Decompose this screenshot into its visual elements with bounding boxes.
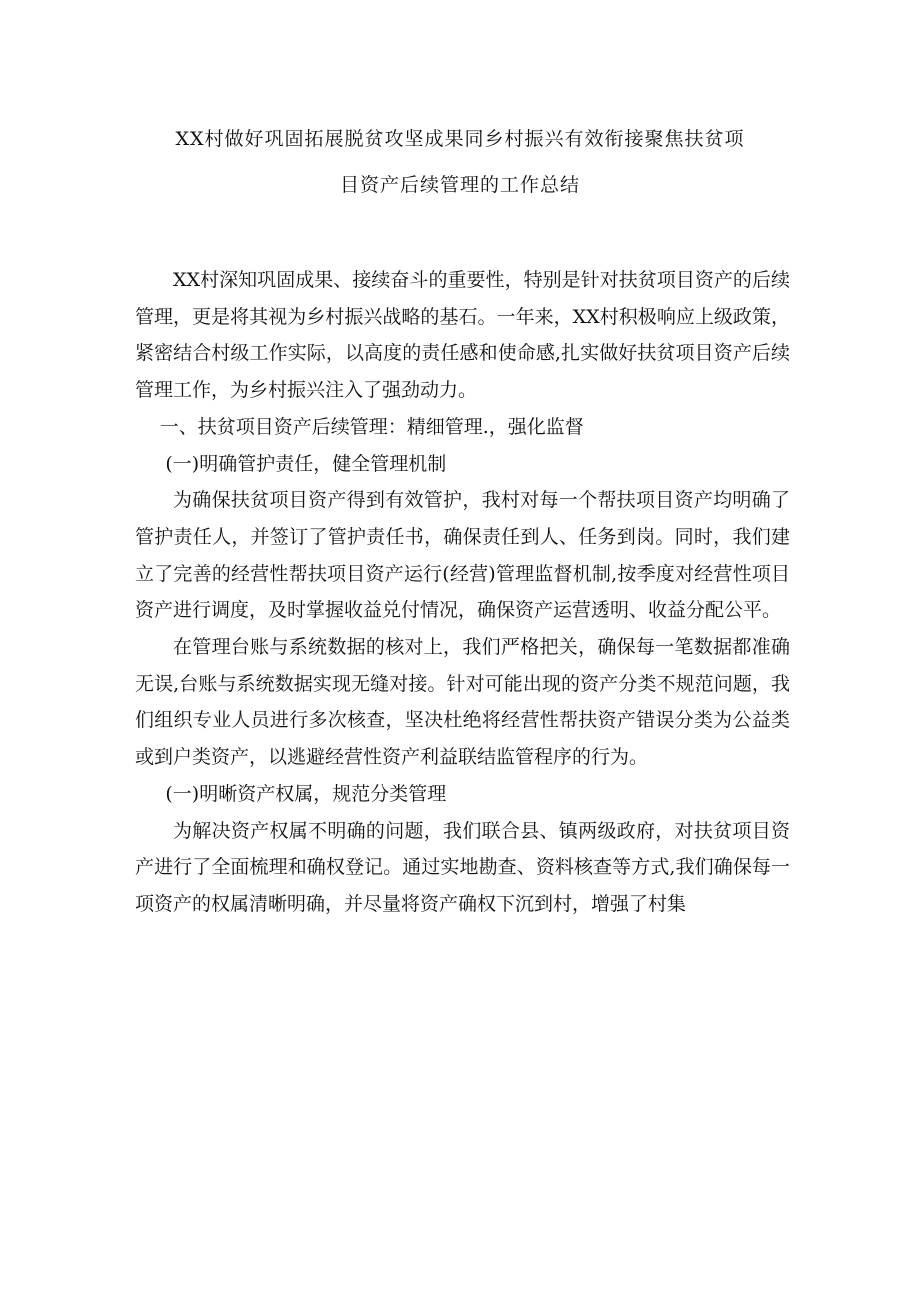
paragraph-intro: XX村深知巩固成果、接续奋斗的重要性，特别是针对扶贫项目资产的后续管理，更是将其视为乡村振兴战略的基石。一年来，XX村积极响应上级政策，紧密结合村级工作实际，以高度的责任感和使命感,扎实做好扶贫项目资产后续管理工作，为乡村振兴注入了强劲动力。	[135, 269, 790, 402]
section-heading-1: 一、扶贫项目资产后续管理：精细管理.，强化监督	[159, 415, 584, 438]
paragraph-asset-ownership: 为解决资产权属不明确的问题，我们联合县、镇两级政府，对扶贫项目资产进行了全面梳理和确权登记。通过实地勘查、资料核查等方式,我们确保每一项资产的权属清晰明确，并尽量将资产确权下沉到村，增强了村集	[135, 819, 790, 915]
subsection-heading-1: (一)明确管护责任，健全管理机制	[165, 452, 447, 475]
document-title-line-1: XX村做好巩固拓展脱贫攻坚成果同乡村振兴有效衔接聚焦扶贫项	[175, 128, 745, 150]
document-title-line-2: 目资产后续管理的工作总结	[339, 174, 580, 196]
document-body	[135, 262, 790, 923]
subsection-heading-2: (一)明晰资产权属，规范分类管理	[165, 782, 447, 805]
paragraph-management-mechanism: 为确保扶贫项目资产得到有效管护，我村对每一个帮扶项目资产均明确了管护责任人，并签订了管护责任书，确保责任到人、任务到岗。同时，我们建立了完善的经营性帮扶项目资产运行(经营)管理监督机制,按季度对经营性项目资产进行调度，及时掌握收益兑付情况，确保资产运营透明、收益分配公平。	[135, 489, 790, 622]
paragraph-data-verification: 在管理台账与系统数据的核对上，我们严格把关，确保每一笔数据都准确无误,台账与系统数据实现无缝对接。针对可能出现的资产分类不规范问题，我们组织专业人员进行多次核查，坚决杜绝将经营性帮扶资产错误分类为公益类或到户类资产，以逃避经营性资产利益联结监管程序的行为。	[135, 636, 790, 769]
